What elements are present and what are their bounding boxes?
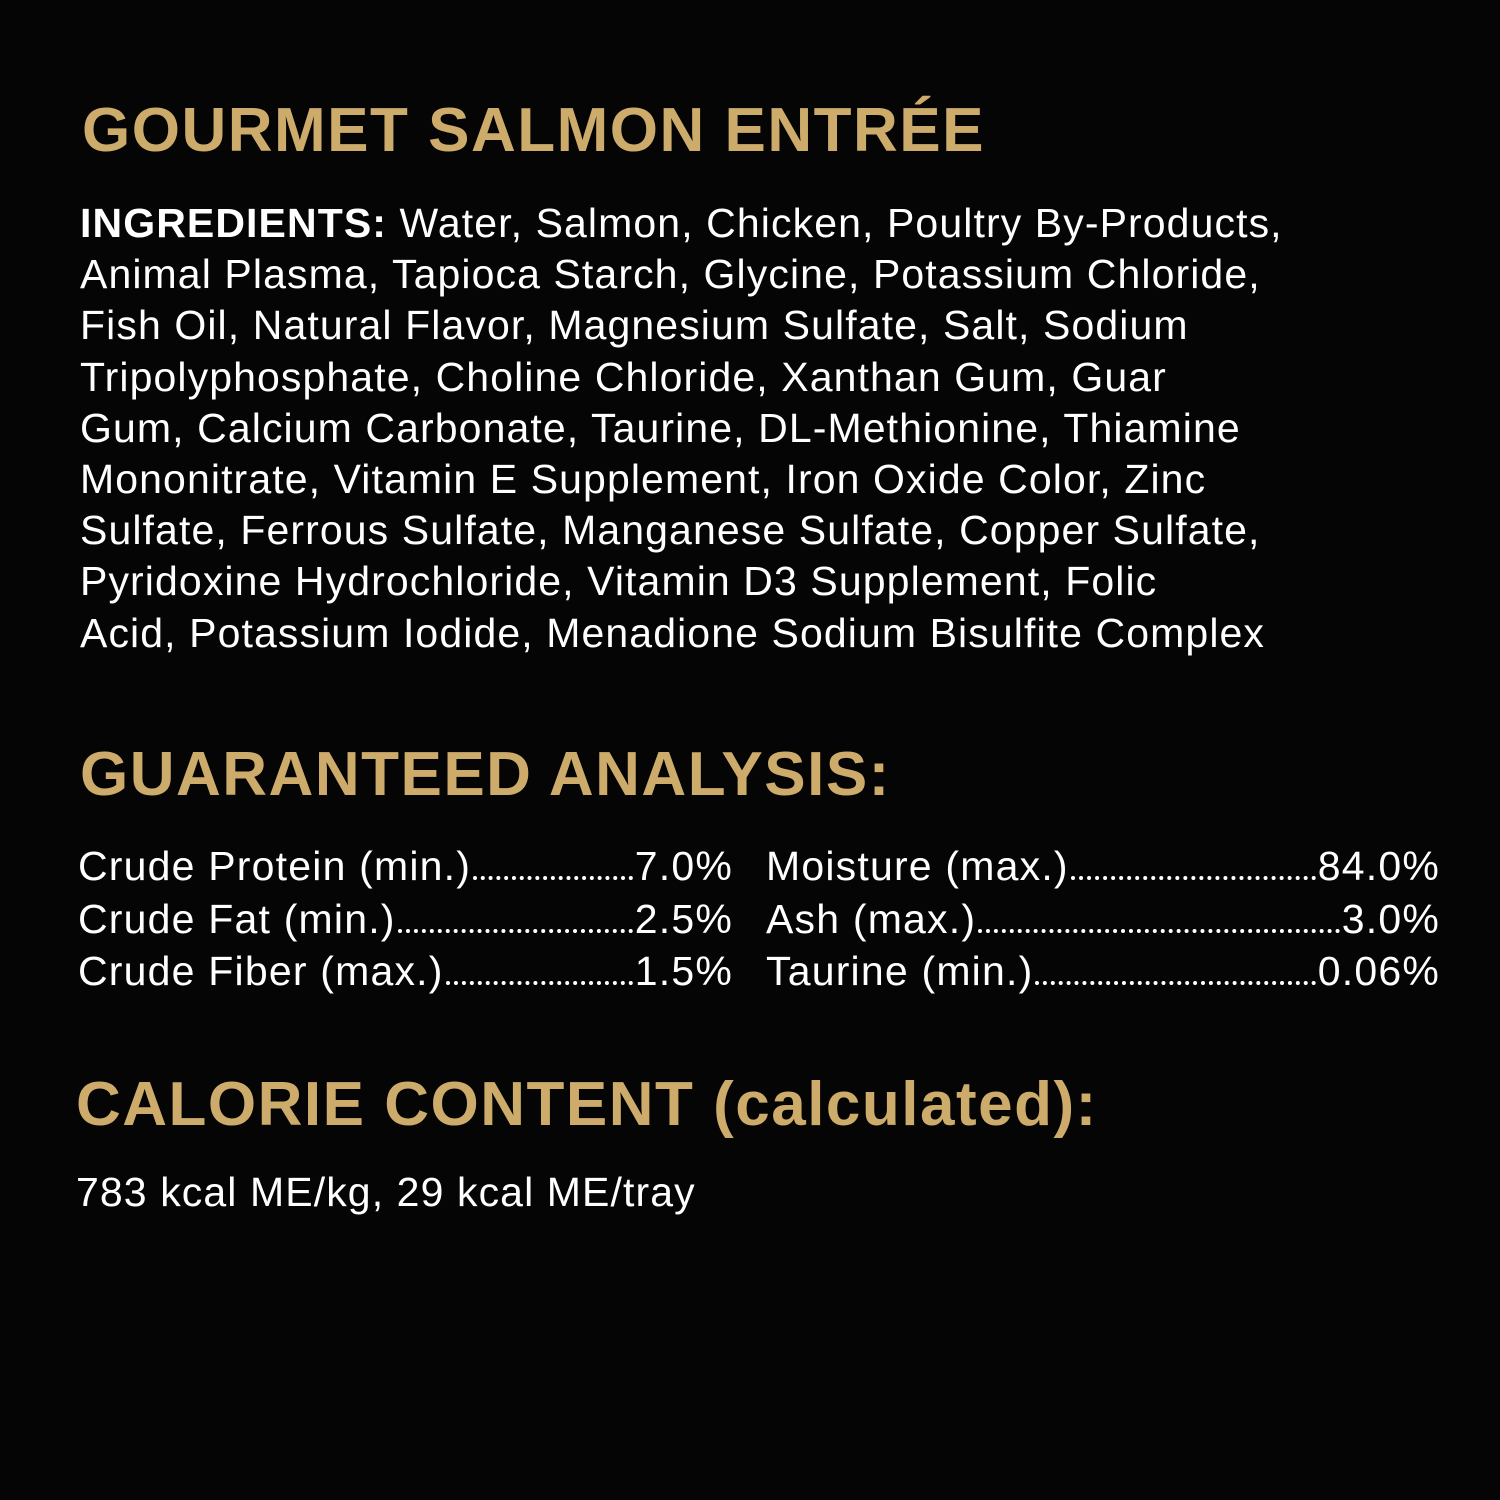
analysis-row bbox=[78, 893, 733, 946]
ingredients-text: Water, Salmon, Chicken, Poultry By-Products, bbox=[387, 200, 1283, 246]
analysis-value: 7.0% bbox=[634, 843, 733, 889]
ingredients-line: Gum, Calcium Carbonate, Taurine, DL-Methionine, Thiamine bbox=[80, 404, 1241, 451]
ingredients-line: Sulfate, Ferrous Sulfate, Manganese Sulfate, Copper Sulfate, bbox=[80, 507, 1261, 554]
analysis-value: 3.0% bbox=[1341, 895, 1440, 942]
analysis-row bbox=[766, 840, 1440, 893]
analysis-value: 1.5% bbox=[634, 948, 733, 994]
dot-leader bbox=[978, 929, 1340, 933]
analysis-row bbox=[78, 945, 733, 998]
ingredients-line: Animal Plasma, Tapioca Starch, Glycine, Potassium Chloride, bbox=[80, 251, 1261, 298]
ingredients-line: Mononitrate, Vitamin E Supplement, Iron Oxide Color, Zinc bbox=[80, 456, 1207, 503]
ingredients-line: Tripolyphosphate, Choline Chloride, Xanthan Gum, Guar bbox=[80, 353, 1167, 400]
dot-leader bbox=[1071, 876, 1316, 880]
analysis-label: Crude Fat (min.) bbox=[78, 895, 396, 942]
calorie-content-text: 783 kcal ME/kg, 29 kcal ME/tray bbox=[76, 1169, 696, 1215]
dot-leader bbox=[398, 929, 633, 933]
analysis-value: 0.06% bbox=[1317, 948, 1440, 994]
analysis-label: Crude Fiber (max.) bbox=[78, 948, 444, 994]
ingredients-line: Acid, Potassium Iodide, Menadione Sodium Bisulfite Complex bbox=[80, 609, 1266, 656]
analysis-row bbox=[766, 893, 1440, 946]
analysis-label: Taurine (min.) bbox=[766, 948, 1034, 994]
dot-leader bbox=[473, 876, 633, 880]
analysis-left-column bbox=[78, 840, 733, 998]
ingredients-line bbox=[80, 198, 1283, 249]
analysis-value: 84.0% bbox=[1317, 843, 1440, 889]
analysis-value: 2.5% bbox=[634, 895, 733, 942]
ingredients-block bbox=[80, 198, 1283, 659]
analysis-label: Crude Protein (min.) bbox=[78, 843, 472, 889]
dot-leader bbox=[446, 981, 633, 985]
guaranteed-analysis-heading: GUARANTEED ANALYSIS: bbox=[80, 740, 891, 809]
ingredients-line: Fish Oil, Natural Flavor, Magnesium Sulfate, Salt, Sodium bbox=[80, 302, 1189, 349]
analysis-label: Moisture (max.) bbox=[766, 843, 1069, 889]
analysis-label: Ash (max.) bbox=[766, 895, 977, 942]
product-title: GOURMET SALMON ENTRÉE bbox=[82, 96, 985, 165]
calorie-content-heading: CALORIE CONTENT (calculated): bbox=[76, 1070, 1098, 1139]
analysis-row bbox=[78, 840, 733, 893]
analysis-right-column bbox=[766, 840, 1440, 998]
analysis-row bbox=[766, 945, 1440, 998]
dot-leader bbox=[1035, 981, 1315, 985]
ingredients-line: Pyridoxine Hydrochloride, Vitamin D3 Supplement, Folic bbox=[80, 558, 1158, 605]
ingredients-label: INGREDIENTS: bbox=[80, 200, 388, 246]
